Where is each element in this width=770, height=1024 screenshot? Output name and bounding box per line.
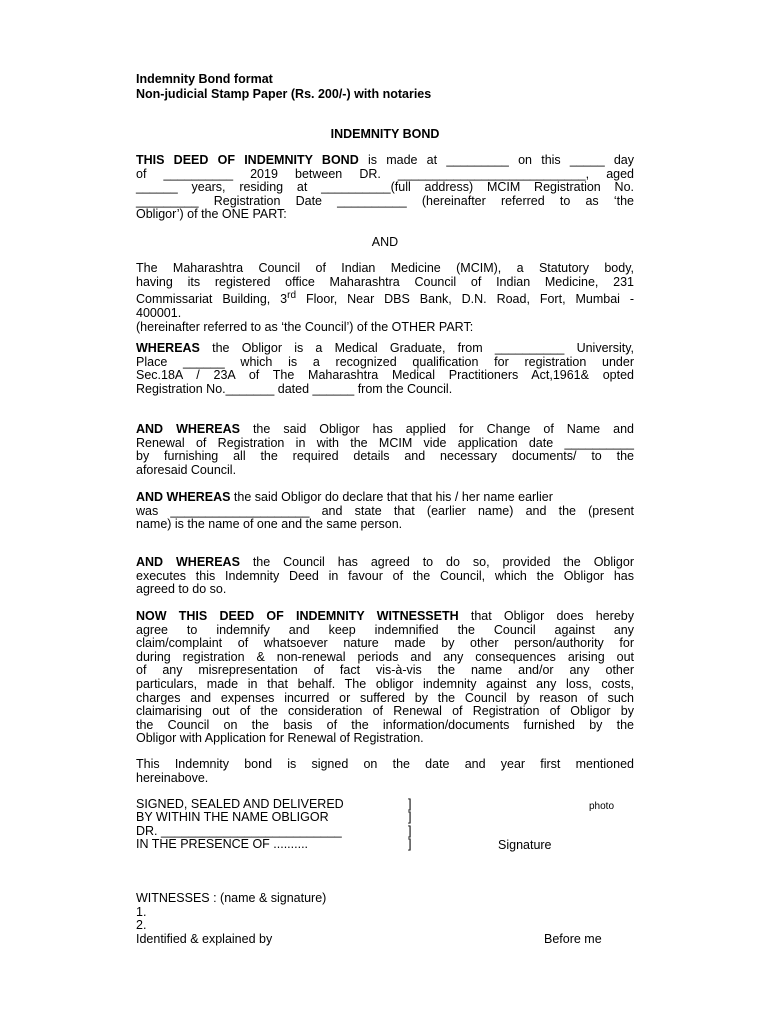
text-line bbox=[136, 556, 634, 570]
text-line: executes this Indemnity Deed in favour of the Council, which the Obligor has bbox=[136, 568, 634, 583]
text-line: having its registered office Maharashtra Council of Indian Medicine, 231 bbox=[136, 274, 634, 289]
text-line: agreed to do so. bbox=[136, 582, 227, 597]
bracket: ] bbox=[408, 837, 412, 851]
text-line bbox=[136, 342, 634, 356]
text-line: agree to indemnify and keep indemnified the Council against any bbox=[136, 622, 634, 637]
text-line: of __________ 2019 between DR. ___________________________, aged bbox=[136, 166, 634, 181]
text-line: hereinabove. bbox=[136, 770, 209, 785]
signing-line-2: BY WITHIN THE NAME OBLIGOR bbox=[136, 810, 329, 824]
bracket: ] bbox=[408, 824, 412, 838]
signature-label: Signature bbox=[498, 838, 552, 852]
text-line: _________ Registration Date __________ (hereinafter referred to as ‘the bbox=[136, 193, 634, 208]
and-separator: AND bbox=[371, 235, 399, 249]
text-line: Obligor with Application for Renewal of Registration. bbox=[136, 731, 424, 746]
text-line: ______ years, residing at __________(full address) MCIM Registration No. bbox=[136, 180, 634, 195]
text-line: 400001. bbox=[136, 305, 182, 320]
text-line: Place ______ which is a recognized qualification for registration under bbox=[136, 354, 634, 369]
text-line bbox=[136, 610, 634, 624]
text-line: during registration & non-renewal periods and any consequences arising out bbox=[136, 649, 634, 664]
text-line: aforesaid Council. bbox=[136, 462, 237, 477]
text-line: This Indemnity bond is signed on the date and year first mentioned bbox=[136, 757, 634, 771]
paragraph-witnesseth bbox=[136, 610, 634, 746]
bracket: ] bbox=[408, 797, 412, 811]
text-line bbox=[136, 491, 634, 505]
signing-line-4: IN THE PRESENCE OF .......... bbox=[136, 837, 309, 851]
text-line: Renewal of Registration in with the MCIM vide application date __________ bbox=[136, 435, 634, 450]
text-segment: the Obligor is a Medical Graduate, from __________ University, bbox=[199, 341, 634, 355]
bold-lead: AND WHEREAS bbox=[136, 422, 240, 436]
before-me-label: Before me bbox=[544, 932, 602, 946]
paragraph-whereas-graduate bbox=[136, 342, 634, 396]
bold-lead: THIS DEED OF INDEMNITY BOND bbox=[136, 153, 359, 167]
witness-1: 1. bbox=[136, 905, 147, 919]
text-segment: the said Obligor do declare that that his / her name earlier bbox=[230, 490, 553, 504]
text-line: charges and expenses incurred or suffered by the Council by reason of such bbox=[136, 690, 634, 705]
text-line: by furnishing all the required details and necessary documents/ to the bbox=[136, 449, 634, 464]
paragraph-council bbox=[136, 262, 634, 334]
paragraph-signed-statement bbox=[136, 758, 634, 785]
paragraph-whereas-name bbox=[136, 491, 634, 532]
bold-lead: AND WHEREAS bbox=[136, 555, 240, 569]
text-segment: the Council has agreed to do so, provided the Obligor bbox=[239, 555, 634, 569]
bold-lead: WHEREAS bbox=[136, 341, 200, 355]
signing-line-1: SIGNED, SEALED AND DELIVERED bbox=[136, 797, 344, 811]
text-line bbox=[136, 154, 634, 168]
text-line bbox=[136, 289, 634, 307]
text-segment: is made at _________ on this _____ day bbox=[358, 153, 635, 167]
text-line: particulars, made in that behalf. The obligor indemnity against any loss, costs, bbox=[136, 676, 634, 691]
photo-label: photo bbox=[589, 801, 615, 812]
document-title: INDEMNITY BOND bbox=[330, 127, 440, 141]
text-line bbox=[136, 423, 634, 437]
bold-lead: NOW THIS DEED OF INDEMNITY WITNESSETH bbox=[136, 609, 459, 623]
header-line-2: Non-judicial Stamp Paper (Rs. 200/-) with notaries bbox=[136, 87, 432, 101]
bold-lead: AND WHEREAS bbox=[136, 490, 231, 504]
text-line: Registration No._______ dated ______ from the Council. bbox=[136, 381, 453, 396]
paragraph-deed-intro bbox=[136, 154, 634, 222]
text-line: Obligor’) of the ONE PART: bbox=[136, 207, 287, 222]
header-line-1: Indemnity Bond format bbox=[136, 72, 273, 86]
text-line: claimarising out of the consideration of Renewal of Registration of Obligor by bbox=[136, 704, 634, 719]
text-segment: that Obligor does hereby bbox=[458, 609, 634, 623]
signing-line-3: DR. __________________________ bbox=[136, 824, 342, 838]
identified-label: Identified & explained by bbox=[136, 932, 273, 946]
text-line: The Maharashtra Council of Indian Medicine (MCIM), a Statutory body, bbox=[136, 261, 634, 275]
text-line: of any misrepresentation of fact vis-à-vis the name and/or any other bbox=[136, 663, 634, 678]
superscript: rd bbox=[287, 290, 297, 302]
text-line: (hereinafter referred to as ‘the Council’) of the OTHER PART: bbox=[136, 319, 474, 334]
witnesses-heading: WITNESSES : (name & signature) bbox=[136, 891, 327, 905]
text-segment: Commissariat Building, 3 bbox=[136, 292, 288, 307]
text-line: the Council on the basis of the information/documents furnished by the bbox=[136, 717, 634, 732]
text-segment: Floor, Near DBS Bank, D.N. Road, Fort, Mumbai - bbox=[296, 292, 634, 307]
text-line: claim/complaint of whatsoever nature made by other person/authority for bbox=[136, 636, 634, 651]
text-line: Sec.18A / 23A of The Maharashtra Medical Practitioners Act,1961& opted bbox=[136, 368, 634, 383]
paragraph-whereas-agreed bbox=[136, 556, 634, 597]
text-line: was ____________________ and state that (earlier name) and the (present bbox=[136, 503, 634, 518]
text-line: name) is the name of one and the same person. bbox=[136, 517, 403, 532]
paragraph-whereas-applied bbox=[136, 423, 634, 477]
witness-2: 2. bbox=[136, 918, 147, 932]
text-segment: the said Obligor has applied for Change of Name and bbox=[239, 422, 634, 436]
bracket: ] bbox=[408, 810, 412, 824]
